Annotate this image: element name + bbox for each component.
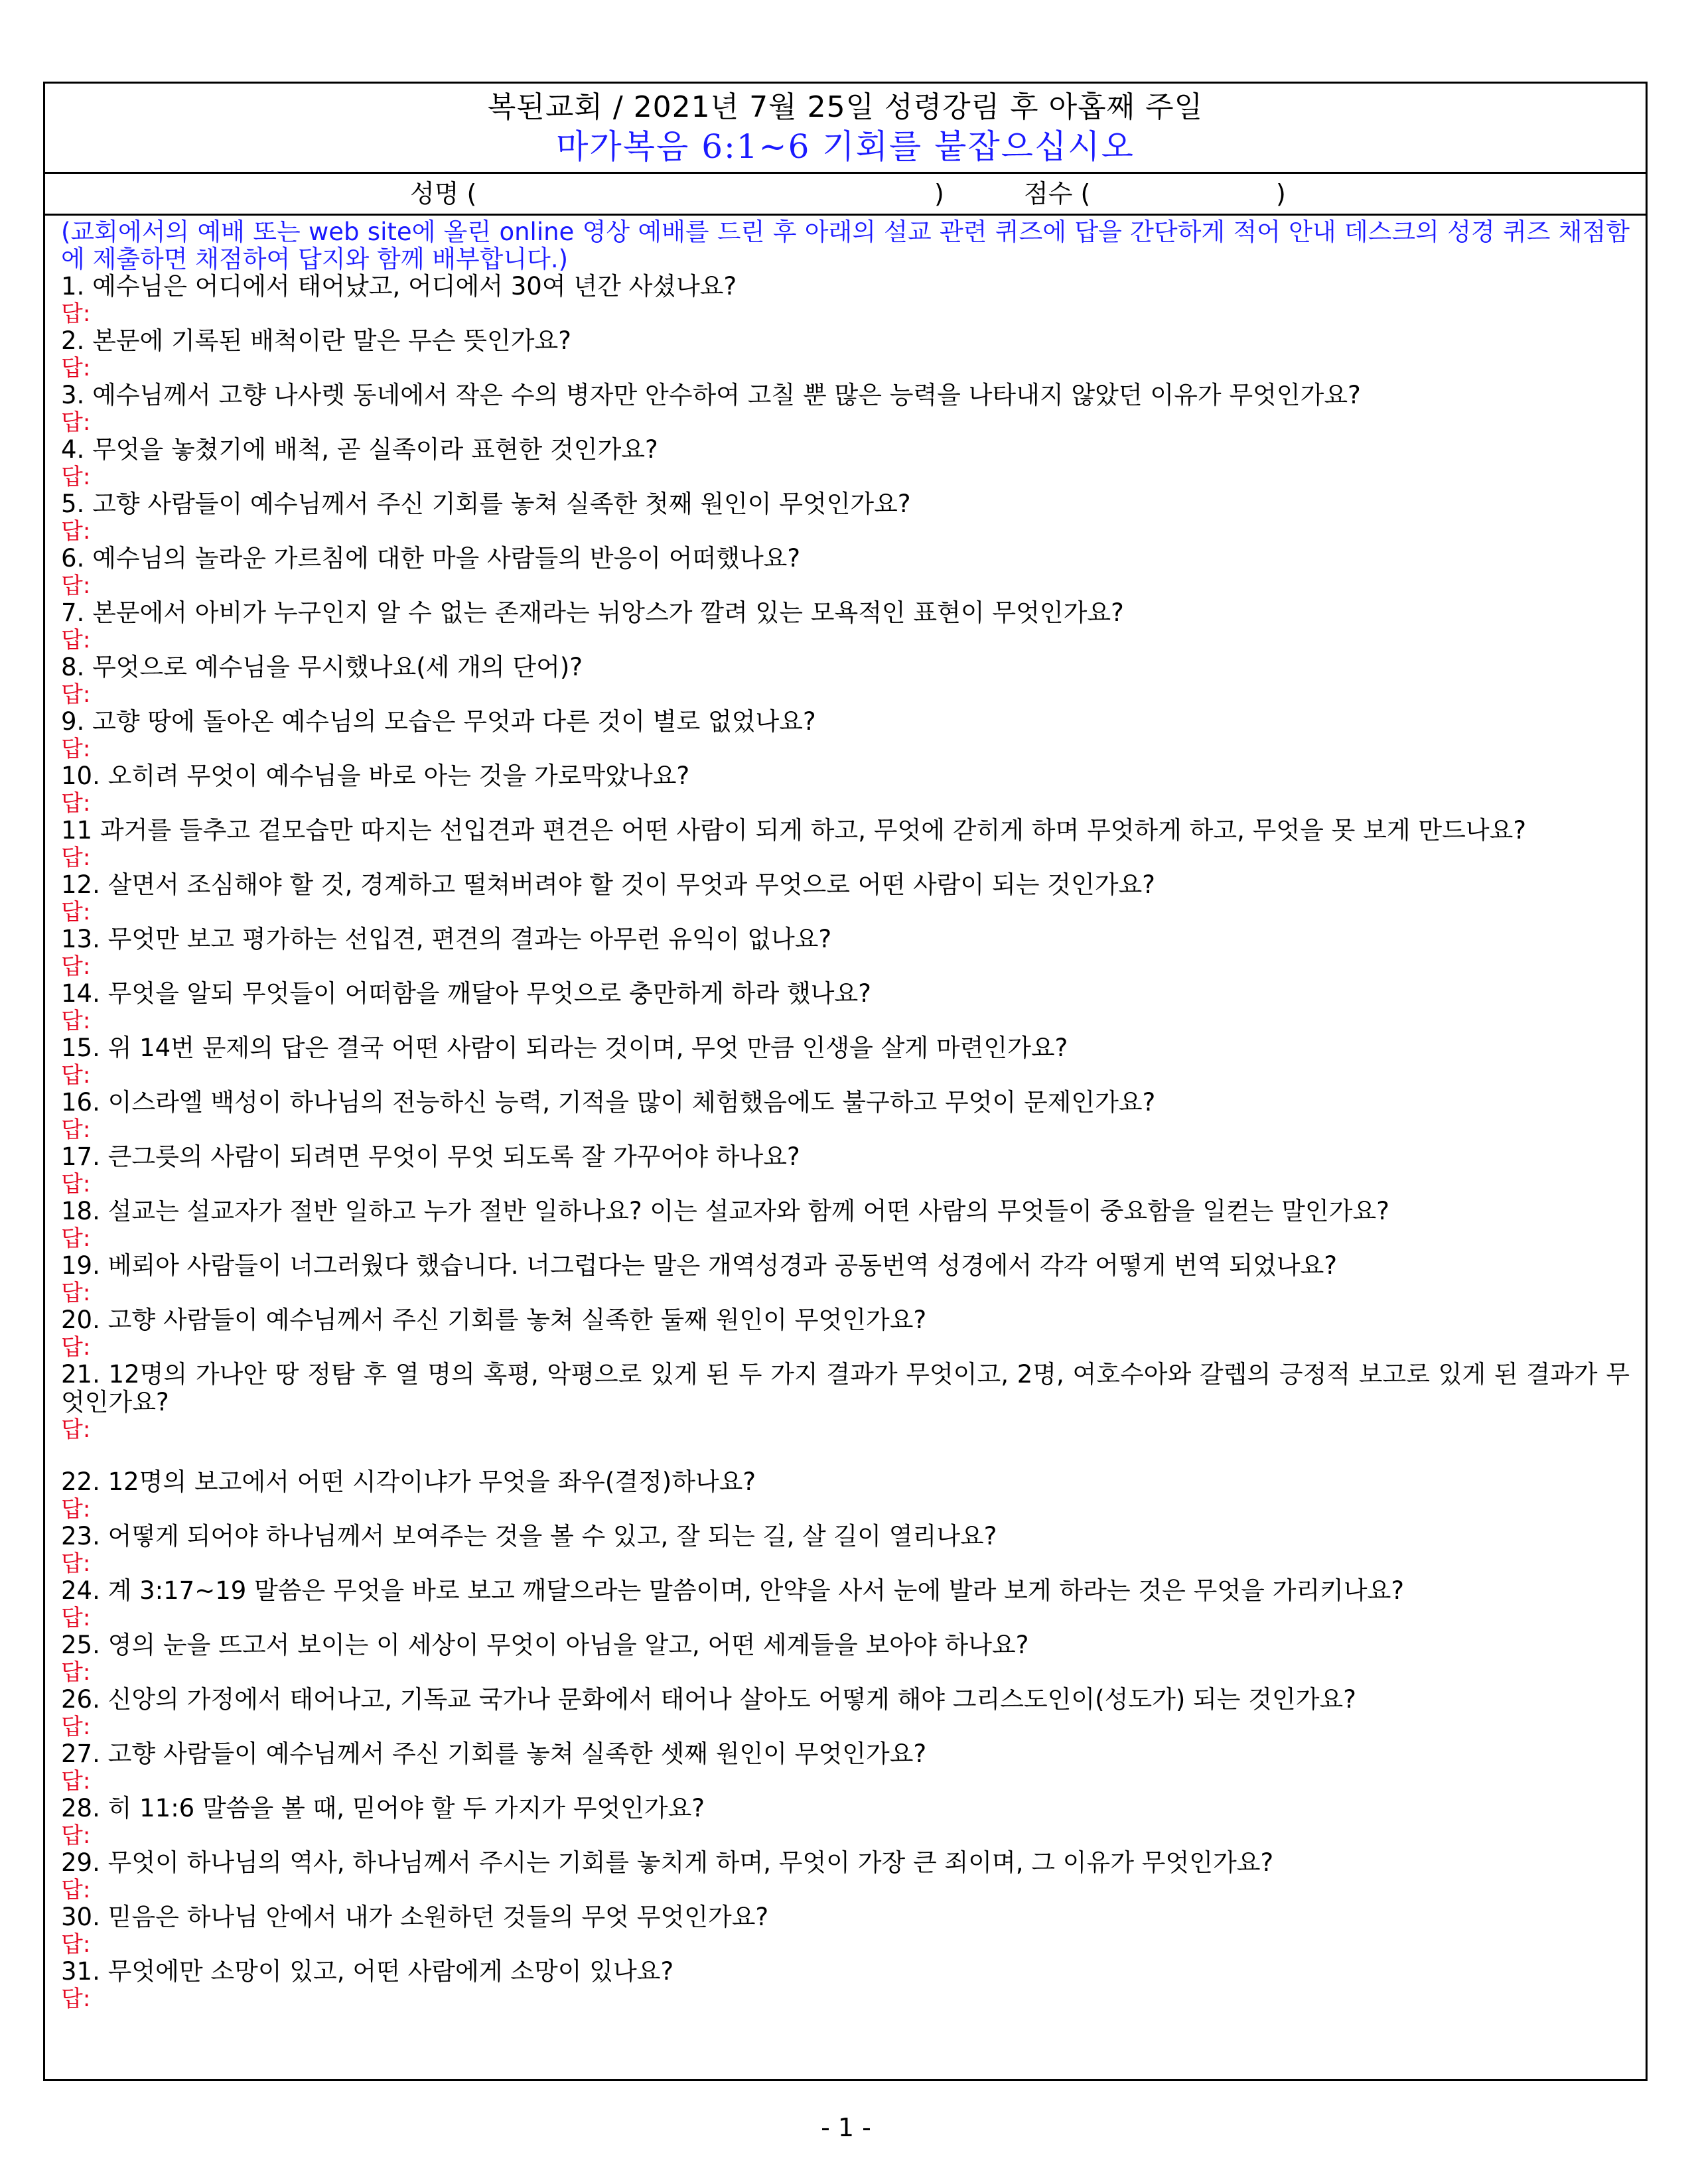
question-text: 26. 신앙의 가정에서 태어나고, 기독교 국가나 문화에서 태어나 살아도 어떻게 해야 그리스도인이(성도가) 되는 것인가요? <box>61 1685 1356 1714</box>
answer-label: 답: <box>61 1334 91 1361</box>
question-text: 15. 위 14번 문제의 답은 결국 어떤 사람이 되라는 것이며, 무엇 만큼 인생을 살게 마련인가요? <box>61 1034 1068 1062</box>
question-item <box>61 1089 1630 1143</box>
answer-label: 답: <box>61 518 91 545</box>
question-item <box>61 653 1630 708</box>
answer-label: 답: <box>61 1416 91 1443</box>
answer-label: 답: <box>61 1008 91 1034</box>
answer-label: 답: <box>61 409 91 436</box>
quiz-sheet <box>43 82 1648 2081</box>
answer-label: 답: <box>61 1171 91 1197</box>
question-text: 19. 베뢰아 사람들이 너그러웠다 했습니다. 너그럽다는 말은 개역성경과 공동번역 성경에서 각각 어떻게 번역 되었나요? <box>61 1251 1338 1280</box>
question-item <box>61 327 1630 381</box>
question-text: 24. 계 3:17~19 말씀은 무엇을 바로 보고 깨달으라는 말씀이며, 안약을 사서 눈에 발라 보게 하라는 것은 무엇을 가리키나요? <box>61 1576 1404 1605</box>
question-text: 29. 무엇이 하나님의 역사, 하나님께서 주시는 기회를 놓치게 하며, 무엇이 가장 큰 죄이며, 그 이유가 무엇인가요? <box>61 1848 1274 1877</box>
answer-label: 답: <box>61 1280 91 1306</box>
answer-label: 답: <box>61 899 91 925</box>
answer-label: 답: <box>61 1062 91 1089</box>
answer-label: 답: <box>61 736 91 762</box>
sermon-title: 마가복음 6:1~6 기회를 붙잡으십시오 <box>556 127 1135 166</box>
answer-label: 답: <box>61 1986 91 2012</box>
question-item <box>61 1849 1630 1903</box>
question-text: 27. 고향 사람들이 예수님께서 주신 기회를 놓쳐 실족한 셋째 원인이 무엇인가요? <box>61 1740 927 1768</box>
question-item <box>61 545 1630 599</box>
header <box>45 84 1646 174</box>
answer-label: 답: <box>61 301 91 327</box>
question-item <box>61 1034 1630 1089</box>
question-text: 21. 12명의 가나안 땅 정탐 후 열 명의 혹평, 악평으로 있게 된 두 가지 결과가 무엇이고, 2명, 여호수아와 갈렙의 긍정적 보고로 있게 된 결과가 무엇인가요? <box>61 1360 1630 1416</box>
question-item <box>61 1631 1630 1686</box>
question-item <box>61 1197 1630 1252</box>
page-number: - 1 - <box>821 2113 871 2142</box>
question-text: 10. 오히려 무엇이 예수님을 바로 아는 것을 가로막았나요? <box>61 762 690 790</box>
question-item <box>61 1577 1630 1631</box>
answer-label: 답: <box>61 355 91 381</box>
question-item <box>61 1686 1630 1740</box>
question-text: 1. 예수님은 어디에서 태어났고, 어디에서 30여 년간 사셨나요? <box>61 272 737 301</box>
question-text: 17. 큰그릇의 사람이 되려면 무엇이 무엇 되도록 잘 가꾸어야 하나요? <box>61 1142 800 1171</box>
question-text: 30. 믿음은 하나님 안에서 내가 소원하던 것들의 무엇 무엇인가요? <box>61 1903 769 1931</box>
answer-label: 답: <box>61 1931 91 1958</box>
answer-label: 답: <box>61 681 91 708</box>
question-item <box>61 925 1630 980</box>
question-text: 7. 본문에서 아비가 누구인지 알 수 없는 존재라는 뉘앙스가 깔려 있는 모욕적인 표현이 무엇인가요? <box>61 598 1124 627</box>
answer-label: 답: <box>61 1877 91 1903</box>
service-title: 복된교회 / 2021년 7월 25일 성령강림 후 아홉째 주일 <box>487 90 1204 124</box>
question-text: 5. 고향 사람들이 예수님께서 주신 기회를 놓쳐 실족한 첫째 원인이 무엇인가요? <box>61 490 911 518</box>
question-text: 25. 영의 눈을 뜨고서 보이는 이 세상이 무엇이 아님을 알고, 어떤 세계들을 보아야 하나요? <box>61 1631 1029 1659</box>
answer-label: 답: <box>61 1225 91 1252</box>
name-label: 성명 ( <box>410 179 477 208</box>
instructions: (교회에서의 예배 또는 web site에 올린 online 영상 예배를 드린 후 아래의 설교 관련 퀴즈에 답을 간단하게 적어 안내 데스크의 성경 퀴즈 채점함에 제출하면 채점하여 답지와 함께 배부합니다.) <box>61 218 1630 273</box>
question-item <box>61 1143 1630 1197</box>
question-item <box>61 817 1630 871</box>
question-item <box>61 1361 1630 1443</box>
question-text: 14. 무엇을 알되 무엇들이 어떠함을 깨달아 무엇으로 충만하게 하라 했나요? <box>61 979 871 1008</box>
answer-label: 답: <box>61 1714 91 1740</box>
question-item <box>61 273 1630 327</box>
answer-label: 답: <box>61 1659 91 1686</box>
answer-label: 답: <box>61 1768 91 1795</box>
question-list <box>61 273 1630 2012</box>
question-text: 22. 12명의 보고에서 어떤 시각이냐가 무엇을 좌우(결정)하나요? <box>61 1467 756 1496</box>
answer-label: 답: <box>61 953 91 980</box>
question-text: 13. 무엇만 보고 평가하는 선입견, 편견의 결과는 아무런 유익이 없나요? <box>61 925 832 953</box>
answer-label: 답: <box>61 573 91 599</box>
question-text: 12. 살면서 조심해야 할 것, 경계하고 떨쳐버려야 할 것이 무엇과 무엇으로 어떤 사람이 되는 것인가요? <box>61 870 1155 899</box>
answer-label: 답: <box>61 1496 91 1523</box>
question-text: 3. 예수님께서 고향 나사렛 동네에서 작은 수의 병자만 안수하여 고칠 뿐 많은 능력을 나타내지 않았던 이유가 무엇인가요? <box>61 381 1361 409</box>
name-score-bar <box>45 174 1646 216</box>
quiz-body <box>45 216 1646 2012</box>
question-item <box>61 490 1630 545</box>
question-text: 20. 고향 사람들이 예수님께서 주신 기회를 놓쳐 실족한 둘째 원인이 무엇인가요? <box>61 1306 927 1334</box>
answer-label: 답: <box>61 1117 91 1143</box>
question-item <box>61 1523 1630 1577</box>
answer-label: 답: <box>61 1605 91 1631</box>
score-label: 점수 ( <box>1024 179 1091 208</box>
question-text: 8. 무엇으로 예수님을 무시했나요(세 개의 단어)? <box>61 653 583 681</box>
answer-label: 답: <box>61 464 91 490</box>
question-item <box>61 599 1630 653</box>
question-text: 31. 무엇에만 소망이 있고, 어떤 사람에게 소망이 있나요? <box>61 1957 674 1986</box>
answer-label: 답: <box>61 790 91 817</box>
question-item <box>61 1468 1630 1523</box>
answer-label: 답: <box>61 1822 91 1849</box>
question-item <box>61 980 1630 1034</box>
question-item <box>61 436 1630 490</box>
question-item <box>61 1795 1630 1849</box>
question-text: 18. 설교는 설교자가 절반 일하고 누가 절반 일하나요? 이는 설교자와 함께 어떤 사람의 무엇들이 중요함을 일컫는 말인가요? <box>61 1197 1389 1225</box>
question-item <box>61 708 1630 762</box>
question-text: 28. 히 11:6 말씀을 볼 때, 믿어야 할 두 가지가 무엇인가요? <box>61 1794 705 1822</box>
question-text: 6. 예수님의 놀라운 가르침에 대한 마을 사람들의 반응이 어떠했나요? <box>61 544 801 573</box>
answer-label: 답: <box>61 1550 91 1577</box>
question-text: 16. 이스라엘 백성이 하나님의 전능하신 능력, 기적을 많이 체험했음에도 불구하고 무엇이 문제인가요? <box>61 1088 1156 1117</box>
question-item <box>61 1958 1630 2012</box>
question-item <box>61 381 1630 436</box>
question-text: 23. 어떻게 되어야 하나님께서 보여주는 것을 볼 수 있고, 잘 되는 길, 살 길이 열리나요? <box>61 1522 997 1550</box>
answer-label: 답: <box>61 845 91 871</box>
question-text: 4. 무엇을 놓쳤기에 배척, 곧 실족이라 표현한 것인가요? <box>61 435 658 464</box>
question-item <box>61 1740 1630 1795</box>
question-item <box>61 762 1630 817</box>
question-item <box>61 1306 1630 1361</box>
question-text: 11 과거를 들추고 겉모습만 따지는 선입견과 편견은 어떤 사람이 되게 하고, 무엇에 갇히게 하며 무엇하게 하고, 무엇을 못 보게 만드나요? <box>61 816 1527 845</box>
score-close: ) <box>1276 179 1286 208</box>
question-item <box>61 871 1630 925</box>
question-item <box>61 1252 1630 1306</box>
name-close: ) <box>934 179 944 208</box>
question-text: 9. 고향 땅에 돌아온 예수님의 모습은 무엇과 다른 것이 별로 없었나요? <box>61 707 816 736</box>
question-text: 2. 본문에 기록된 배척이란 말은 무슨 뜻인가요? <box>61 326 571 355</box>
answer-label: 답: <box>61 627 91 653</box>
question-item <box>61 1903 1630 1958</box>
